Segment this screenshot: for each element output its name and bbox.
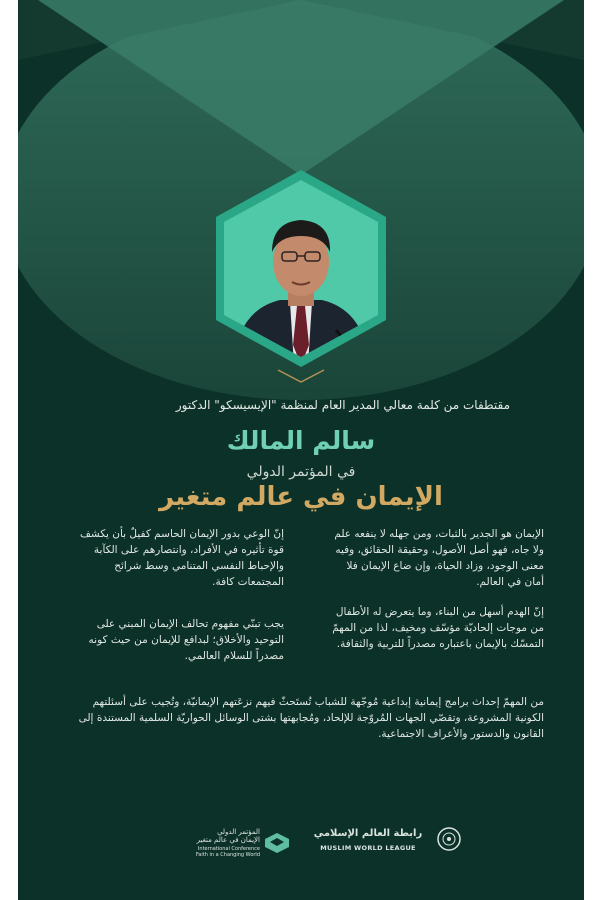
quote-paragraph: إنّ الوعي بدور الإيمان الحاسم كفيلٌ بأن يكشف قوة تأثيره في الأفراد، وانتصارهم على الكآبة والإحباط النفسي المتنامي وسط شرائح المجتمعات كافة. xyxy=(79,528,284,588)
quote-paragraph: إنّ الهدم أسهل من البناء، وما يتعرض له الأطفال من موجات إلحاديّة مؤسّف ومخيف، لذا من المهمّ التمسّك بالإيمان باعتباره مصدراً للتربية والثقافة. xyxy=(332,606,544,650)
mwl-name-ar: رابطة العالم الإسلامي xyxy=(313,828,423,839)
conference-logo-icon xyxy=(264,832,290,854)
mwl-logo xyxy=(306,826,466,866)
conference-subtitle-en: Faith in a Changing World xyxy=(195,852,260,858)
conference-label: في المؤتمر الدولي xyxy=(246,464,356,480)
quote-paragraph: يجب تبنّي مفهوم تحالف الإيمان المبني على التوحيد والأخلاق؛ لبدافع للإيمان من حيث كونه مصدراً للسلام العالمي. xyxy=(88,618,284,662)
conference-name-ar: المؤتمر الدولي xyxy=(217,828,260,836)
mwl-emblem-icon xyxy=(436,826,462,852)
conference-title: الإيمان في عالم متغير xyxy=(159,482,443,512)
quote-paragraph: من المهمّ إحداث برامج إيمانية إبداعية مُوجّهة للشباب تُستَحثّ فيهم نزعَتهم الإيمانيّة، وتُجيب على أسئلتهم الكونية المشروعة، وتقصّي الجهات المُروّجة للإلحاد، ومُجابهتها بشتى الوسائل الحواريّة السلمية المستندة إلى القانون والدستور والأعراف الاجتماعية. xyxy=(78,696,544,740)
conference-name-en: International Conference xyxy=(197,846,260,852)
quote-paragraph: الإيمان هو الجدير بالثبات، ومن جهله لا ينفعه علم ولا جاه، فهو أصل الأصول، وحقيقة الحقائق، وفيه معنى الوجود، وزاد الحياة، وإن ضاع الإيمان فلا أمان في العالم. xyxy=(334,528,544,588)
mwl-name-en: MUSLIM WORLD LEAGUE xyxy=(320,844,416,852)
speaker-name: سالم المالك xyxy=(226,426,376,455)
intro-line: مقتطفات من كلمة معالي المدير العام لمنظمة "الإيسيسكو" الدكتور xyxy=(175,398,510,412)
conference-subtitle-ar: الإيمان في عالم متغير xyxy=(196,836,260,844)
poster xyxy=(18,0,584,900)
conference-logo xyxy=(168,828,298,868)
